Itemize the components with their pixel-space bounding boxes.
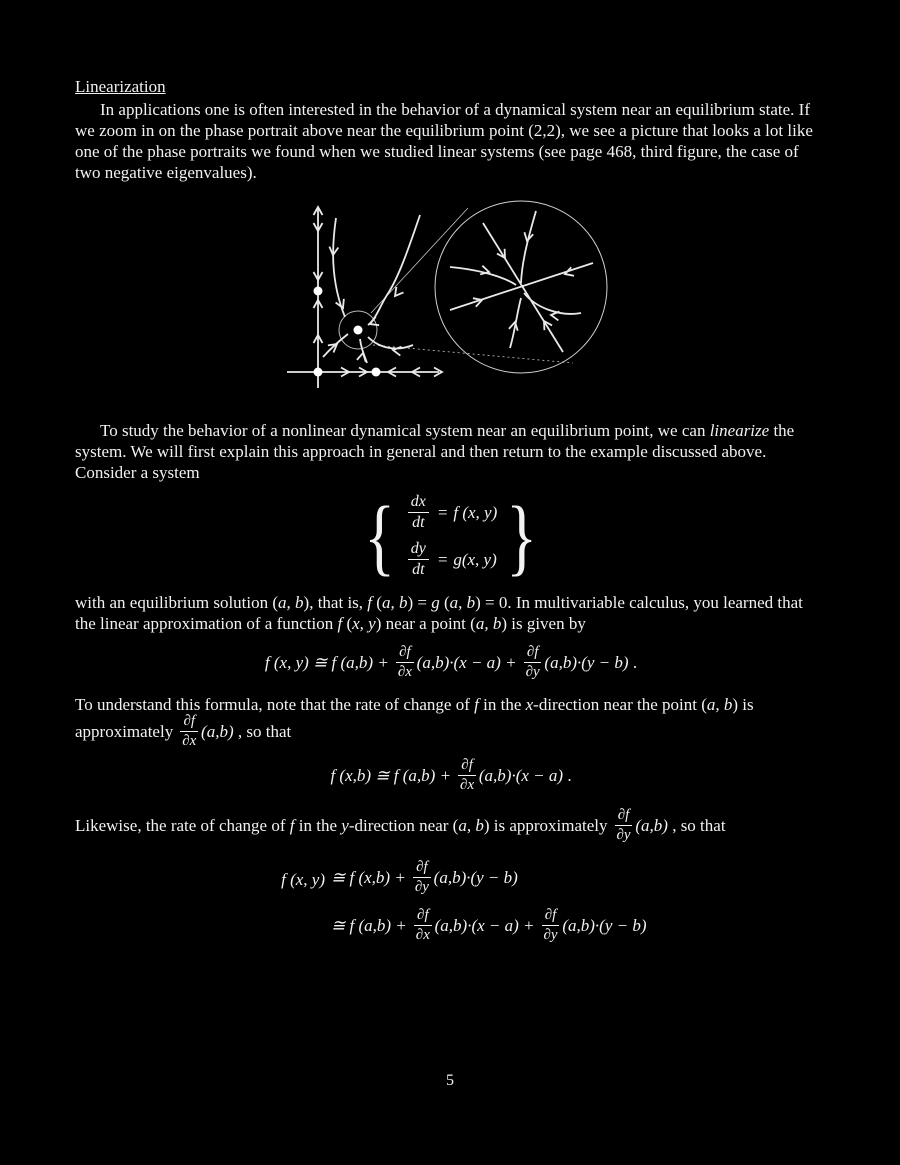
eq-term: (a,b)	[635, 816, 668, 836]
eq-term: f (x, y) ≅ f (a,b) +	[264, 653, 394, 673]
trajectories-small	[323, 215, 420, 363]
partial-fraction-y-inline	[615, 807, 633, 843]
text-segment: a, b	[706, 695, 733, 715]
fraction-denominator: ∂y	[414, 878, 429, 895]
eq-term: f (x,b) ≅ f (a,b) +	[330, 766, 456, 786]
equals-sign: =	[436, 549, 449, 569]
fraction-numerator: ∂f	[542, 907, 560, 926]
fraction-numerator: ∂f	[615, 807, 633, 826]
eq-term: (a,b)·(y − b)	[562, 916, 647, 936]
text-segment: a, b	[449, 593, 476, 613]
page-number: 5	[446, 1072, 454, 1089]
trajectories-magnified	[450, 211, 593, 352]
text-run: , so that	[233, 722, 292, 742]
phase-portrait-drawing	[283, 195, 623, 395]
linear-approximation-equation	[75, 646, 827, 682]
text-run	[75, 695, 754, 741]
fraction-denominator: ∂x	[415, 926, 430, 943]
eq-lhs: f (x, y)	[281, 869, 325, 889]
text-segment: f	[367, 593, 373, 613]
text-segment: To understand this formula, note that the rate of change of	[75, 695, 475, 715]
text-segment: ) is approximately	[483, 816, 612, 836]
partial-fraction-y	[542, 907, 560, 943]
fraction-denominator: ∂y	[525, 663, 540, 680]
eq-term: (a,b)·(y − b)	[433, 868, 518, 888]
text-segment: in the	[478, 695, 526, 715]
paragraph-y-direction	[75, 809, 827, 845]
text-segment: the system. We will first explain this approach in general and then return to the example discussed above. Consider a system	[75, 421, 795, 482]
magnifier-cone-lines	[371, 208, 573, 363]
text-segment: (	[372, 593, 382, 613]
text-segment: To study the behavior of a nonlinear dynamical system near an equilibrium point, we can	[100, 421, 710, 440]
text-segment: linearize	[709, 421, 770, 440]
fraction-numerator: ∂f	[180, 713, 198, 732]
text-segment: in the	[294, 816, 342, 836]
paragraph-x-direction	[75, 694, 827, 751]
equation-dx-dt	[405, 493, 497, 531]
fraction-denominator: ∂x	[460, 776, 475, 793]
fraction-numerator: ∂f	[396, 644, 414, 663]
partial-fraction-x	[458, 757, 476, 793]
text-segment: x	[525, 695, 534, 715]
text-segment: (	[342, 614, 353, 634]
fraction-denominator: ∂y	[543, 926, 558, 943]
text-segment: Likewise, the rate of change of	[75, 816, 290, 836]
text-segment: f	[289, 816, 295, 836]
text-segment: with an equilibrium solution (	[75, 593, 279, 613]
text-segment: ) is approximately	[75, 695, 754, 742]
partial-fraction-y	[413, 859, 431, 895]
text-segment: f	[474, 695, 479, 715]
text-segment: a, b	[278, 593, 304, 613]
paragraph-equilibrium	[75, 592, 827, 634]
fraction-denominator: dt	[412, 560, 425, 578]
eq-term: f (x,b) +	[345, 868, 411, 888]
partial-fraction-x	[414, 907, 432, 943]
equals-sign: =	[436, 502, 449, 522]
paragraph-linearize	[75, 420, 827, 483]
system-of-equations: { $\frac{dx}{dt}$ = f (x, y) $\frac{dy}{dt}$ = g(x, y) }	[364, 487, 538, 584]
fraction-dy-dt	[408, 540, 429, 578]
eq-term: (a,b)·(x − a) +	[416, 653, 521, 673]
text-run: , so that	[667, 816, 726, 836]
period: .	[628, 653, 638, 673]
section-title: Linearization	[75, 77, 166, 96]
text-segment: ), that is,	[303, 593, 368, 613]
fraction-numerator: ∂f	[413, 859, 431, 878]
text-segment: a, b	[381, 593, 408, 613]
congruent-sign: ≅	[331, 916, 346, 936]
partial-fraction-x-inline	[180, 713, 198, 749]
text-segment: y	[341, 816, 349, 836]
fraction-denominator: ∂x	[397, 663, 412, 680]
phase-portrait-figure	[283, 195, 827, 400]
equilibrium-points	[314, 287, 381, 377]
period: .	[563, 766, 572, 786]
text-segment: g	[431, 593, 440, 613]
text-run	[75, 816, 612, 835]
fraction-numerator: ∂f	[524, 644, 542, 663]
fraction-numerator: ∂f	[458, 757, 476, 776]
text-segment: -direction near the point (	[533, 695, 707, 715]
text-segment: x, y	[352, 614, 376, 634]
fraction-denominator: dt	[412, 513, 425, 531]
eq-term: (a,b)·(x − a)	[478, 766, 564, 786]
rhs-g: g(x, y)	[453, 549, 497, 569]
equation-dy-dt	[405, 540, 497, 578]
x-direction-equation	[75, 759, 827, 795]
fraction-numerator: dy	[408, 540, 429, 560]
eq-line-1	[331, 861, 827, 897]
rhs-f: f (x, y)	[453, 502, 498, 522]
partial-fraction-x	[396, 644, 414, 680]
fraction-denominator: ∂y	[616, 826, 631, 843]
partial-fraction-y	[524, 644, 542, 680]
eq-term: (a,b)	[201, 722, 234, 742]
congruent-sign: ≅	[331, 868, 346, 888]
eq-term: f (a,b) +	[345, 916, 412, 936]
text-segment: ) is given by	[501, 614, 586, 634]
text-segment: ) near a point (	[375, 614, 476, 634]
text-segment: (	[439, 593, 450, 613]
derivation-equations	[247, 861, 827, 945]
paragraph-intro: In applications one is often interested in the behavior of a dynamical system near an equilibrium state. If we zoom in on the phase portrait above near the equilibrium point (2,2), we see a picture that looks a lot like one of the phase portraits we found when we studied linear systems (see page 468, third figure, the case of two negative eigenvalues).	[75, 100, 813, 182]
fraction-numerator: dx	[408, 493, 429, 513]
text-segment: a, b	[475, 614, 502, 634]
fraction-dx-dt	[408, 493, 429, 531]
eq-term: (a,b)·(y − b)	[544, 653, 629, 673]
text-segment: ) = 0. In multivariable calculus, you learned that the linear approximation of a function	[75, 593, 803, 634]
fraction-numerator: ∂f	[414, 907, 432, 926]
text-segment: f	[337, 614, 343, 634]
text-segment: ) =	[407, 593, 432, 613]
text-segment: -direction near (	[348, 816, 459, 836]
text-segment: a, b	[458, 816, 484, 836]
eq-line-2	[331, 909, 827, 945]
fraction-denominator: ∂x	[182, 732, 197, 749]
eq-term: (a,b)·(x − a) +	[434, 916, 539, 936]
axes	[287, 207, 442, 388]
